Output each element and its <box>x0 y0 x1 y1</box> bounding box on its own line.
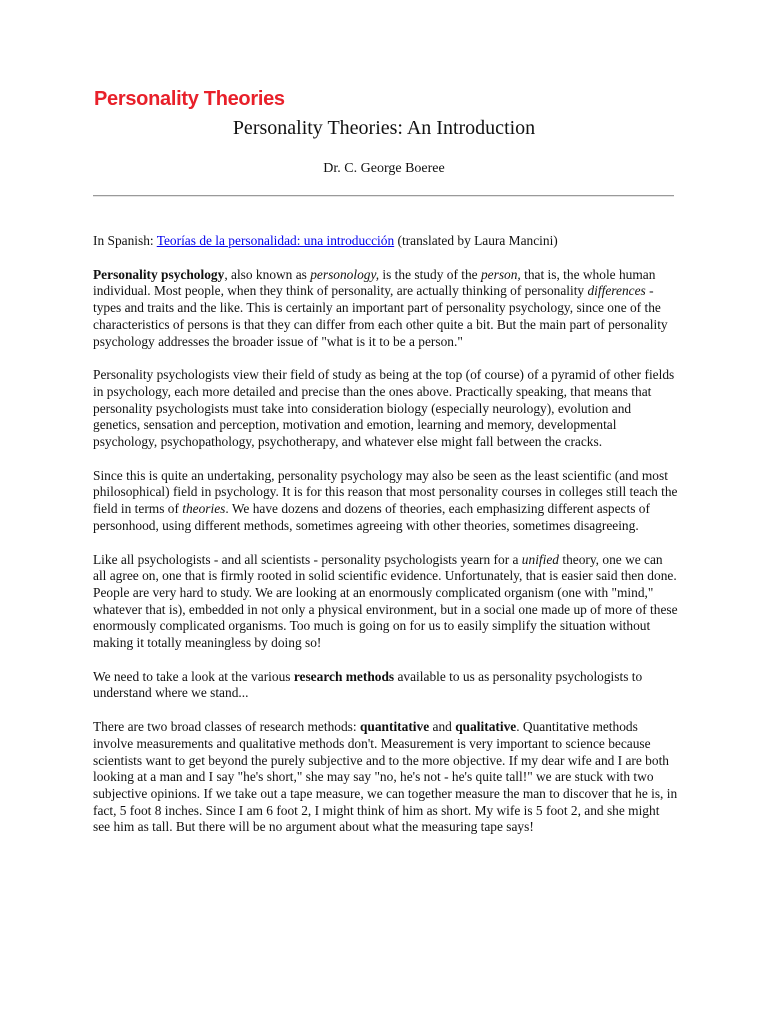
paragraph-pyramid: Personality psychologists view their field of study as being at the top (of course) of a pyramid of other fields in psychology, each more detailed and precise than the ones above. Practically speaking, that means that personality psychologists must take into consideration biology (especially neurology), evolution and genetics, sensation and perception, motivation and emotion, learning and memory, developmental psychology, psychopathology, psychotherapy, and whatever else might fall between the cracks. <box>93 367 675 450</box>
paragraph-text: . We have dozens and dozens of theories, each emphasizing different aspects of personhood, using different methods, sometimes agreeing with other theories, sometimes disagreeing. <box>93 501 650 533</box>
term-qualitative: qualitative <box>455 719 517 735</box>
paragraph-unified-theory <box>93 552 678 652</box>
paragraph-text: , also known as <box>224 266 311 282</box>
horizontal-divider <box>93 195 674 197</box>
paragraph-research-methods <box>93 669 678 702</box>
paragraph-intro <box>93 267 678 351</box>
term-unified: unified <box>521 551 559 567</box>
spanish-suffix: (translated by Laura Mancini) <box>394 233 558 248</box>
term-differences: differences <box>587 283 646 299</box>
paragraph-quantitative-qualitative <box>93 719 678 836</box>
paragraph-text: theory, one we can all agree on, one that is firmly rooted in solid scientific evidence. Unfortunately, that is easier said then done. People are very hard to study. We are looking at an enormously complicated organism (one with "mind," whatever that is), embedded in not only a physical environment, but in a social one made up of more of these enormously complicated organisms. Too much is going on for us to easily simplify the situation without making it totally meaningless by doing so! <box>93 551 678 651</box>
spanish-prefix: In Spanish: <box>93 233 157 248</box>
paragraph-text: and <box>429 719 456 735</box>
term-quantitative: quantitative <box>359 719 430 735</box>
paragraph-text: . Quantitative methods involve measurements and qualitative methods don't. Measurement is very important to science because scientists want to get beyond the purely subjective and to the more objective. If my dear wife and I are both looking at a man and I say "he's short," she may say "no, he's not - he's quite tall!" we are stuck with two subjective opinions. If we take out a tape measure, we can together measure the man to discover that he is, in fact, 5 foot 8 inches. Since I am 6 foot 2, I might think of him as short. My wife is 5 foot 2, and she might see him as tall. But there will be no argument about what the measuring tape says! <box>93 719 678 835</box>
spanish-translation-link[interactable]: Teorías de la personalidad: una introducción <box>156 233 395 248</box>
term-theories: theories <box>182 501 226 517</box>
paragraph-text: Like all psychologists - and all scientists - personality psychologists yearn for a <box>93 551 522 567</box>
paragraph-text: We need to take a look at the various <box>93 668 294 684</box>
paragraph-text: There are two broad classes of research methods: <box>93 719 360 735</box>
term-personology: personology, <box>310 266 380 282</box>
site-logo[interactable]: Personality Theories <box>94 88 285 110</box>
term-research-methods: research methods <box>293 668 395 684</box>
spanish-translation-line <box>93 233 678 250</box>
page-title: Personality Theories: An Introduction <box>232 117 536 139</box>
article-body <box>93 233 678 853</box>
paragraph-undertaking <box>93 468 678 535</box>
term-person: person, <box>480 266 521 282</box>
paragraph-text: - types and traits and the like. This is certainly an important part of personality psychology, since one of the characteristics of persons is that they can differ from each other quite a bit. But the main part of personality psychology addresses the broader issue of "what is it to be a person." <box>93 283 668 349</box>
term-personality-psychology: Personality psychology <box>93 266 225 282</box>
author-line: Dr. C. George Boeree <box>323 161 445 176</box>
paragraph-text: available to us as personality psychologists to understand where we stand... <box>93 668 643 701</box>
paragraph-text: Since this is quite an undertaking, personality psychology may also be seen as the least scientific (and most philosophical) field in psychology. It is for this reason that most personality courses in colleges still teach the field in terms of <box>93 467 678 517</box>
paragraph-text: is the study of the <box>379 266 481 282</box>
paragraph-text: that is, the whole human individual. Most people, when they think of personality, are actually thinking of personality <box>93 266 656 299</box>
